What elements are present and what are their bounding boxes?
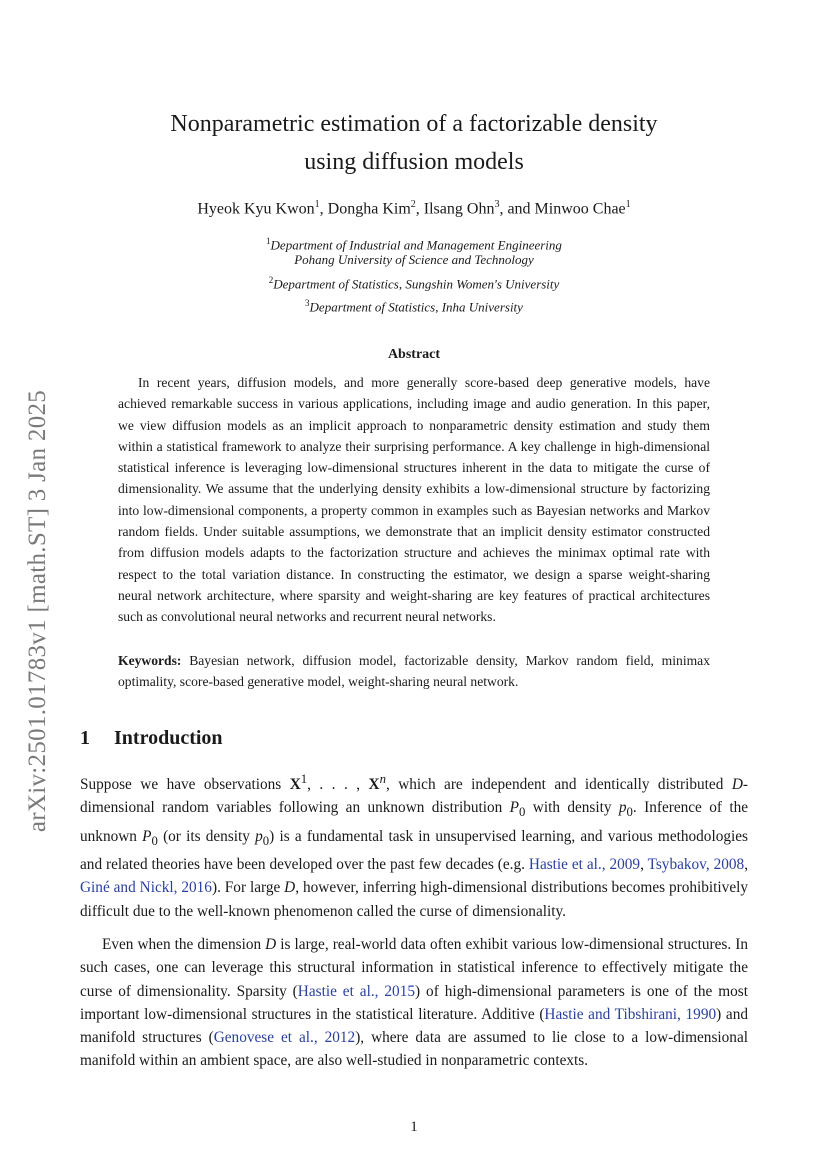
abstract-body: In recent years, diffusion models, and more generally score-based deep generative models, have achieved remarkable success in various applications, including image and audio generation. In this paper, we view diffusion models as an implicit approach to nonparametric density estimation and study them within a statistical framework to analyze their surprising performance. A key challenge in high-dimensional statistical inference is leveraging low-dimensional structures inherent in the data to mitigate the curse of dimensionality. We assume that the underlying density exhibits a low-dimensional structure by factorizing into low-dimensional components, a property common in examples such as Bayesian networks and Markov random fields. Under suitable assumptions, we demonstrate that an implicit density estimator constructed from diffusion models adapts to the factorization structure and achieves the minimax optimal rate with respect to the total variation distance. In constructing the estimator, we design a sparse weight-sharing neural network architecture, where sparsity and weight-sharing are key features of practical architectures such as convolutional neural networks and recurrent neural networks. <box>118 375 710 625</box>
abstract-heading: Abstract <box>387 347 441 362</box>
author-name: Hyeok Kyu Kwon <box>197 200 315 218</box>
citation-link[interactable]: Hastie et al., 2015 <box>297 982 416 1000</box>
keywords <box>118 650 710 693</box>
affiliation-3 <box>100 296 728 314</box>
arxiv-identifier: arXiv:2501.01783v1 [math.ST] 3 Jan 2025 <box>24 389 51 833</box>
author-list <box>100 199 728 218</box>
citation-link[interactable]: Hastie and Tibshirani, 1990 <box>544 1005 717 1023</box>
page-number: 1 <box>410 1119 418 1135</box>
section-heading <box>80 727 223 750</box>
citation-link[interactable]: Genovese et al., 2012 <box>213 1029 356 1047</box>
keywords-list: Bayesian network, diffusion model, factorizable density, Markov random field, minimax optimality, score-based generative model, weight-sharing neural network. <box>118 653 710 690</box>
affiliation-mark: 2 <box>268 275 274 285</box>
affiliation-3-text: Department of Statistics, Inha University <box>309 299 523 315</box>
intro-paragraph-1: Suppose we have observations $X^1$, . . . , $X^n$, which are independent and identically distributed D-dimensional random variables following an unknown distribution $P_0$ with density $p_0$. Inference of the unknown $P_0$ (or its density $p_0$) is a fundamental task in unsupervised learning, and various methodologies and related theories have been developed over the past few decades (e.g. Hastie et al., 2009, Tsybakov, 2008, Giné and Nickl, 2016). For large D, however, inferring high-dimensional distributions becomes prohibitively difficult due to the well-known phenomenon called the curse of dimensionality. <box>80 772 749 920</box>
citation-link[interactable]: Giné and Nickl, 2016 <box>80 879 212 897</box>
paper-title <box>100 105 728 181</box>
section-number: 1 <box>80 727 90 749</box>
title-line-1: Nonparametric estimation of a factorizable density <box>170 111 658 137</box>
author-separator: , and <box>499 200 535 218</box>
affiliation-1-line-2: Pohang University of Science and Technology <box>294 252 534 268</box>
author-affiliation-mark: 1 <box>625 199 631 210</box>
affiliation-2 <box>100 273 728 291</box>
affiliation-mark: 3 <box>305 298 310 308</box>
section-title: Introduction <box>114 727 223 749</box>
author-name: Minwoo Chae <box>534 200 626 218</box>
intro-paragraph-2: Even when the dimension D is large, real-world data often exhibit various low-dimensional structures. In such cases, one can leverage this structural information in statistical inference to effectively mitigate the curse of dimensionality. Sparsity (Hastie et al., 2015) of high-dimensional parameters is one of the most important low-dimensional structures in the statistical literature. Additive (Hastie and Tibshirani, 1990) and manifold structures (Genovese et al., 2012), where data are assumed to lie close to a low-dimensional manifold within an ambient space, are also well-studied in nonparametric contexts. <box>80 936 749 1070</box>
author-name: Dongha Kim <box>327 200 411 218</box>
author-affiliation-mark: 2 <box>410 199 416 210</box>
affiliation-1 <box>100 234 728 267</box>
affiliation-mark: 1 <box>266 236 271 246</box>
author-separator: , <box>319 200 328 218</box>
affiliation-1-line-1: Department of Industrial and Management Engineering <box>270 237 562 253</box>
author-separator: , <box>415 200 424 218</box>
author-affiliation-mark: 1 <box>314 199 320 210</box>
citation-link[interactable]: Hastie et al., 2009 <box>528 856 641 874</box>
author-affiliation-mark: 3 <box>494 199 500 210</box>
affiliation-2-text: Department of Statistics, Sungshin Women's University <box>273 276 560 292</box>
arxiv-stamp <box>16 364 60 858</box>
citation-link[interactable]: Tsybakov, 2008 <box>647 856 745 874</box>
author-name: Ilsang Ohn <box>423 200 495 218</box>
keywords-label: Keywords: <box>118 653 182 668</box>
title-line-2: using diffusion models <box>304 149 524 175</box>
